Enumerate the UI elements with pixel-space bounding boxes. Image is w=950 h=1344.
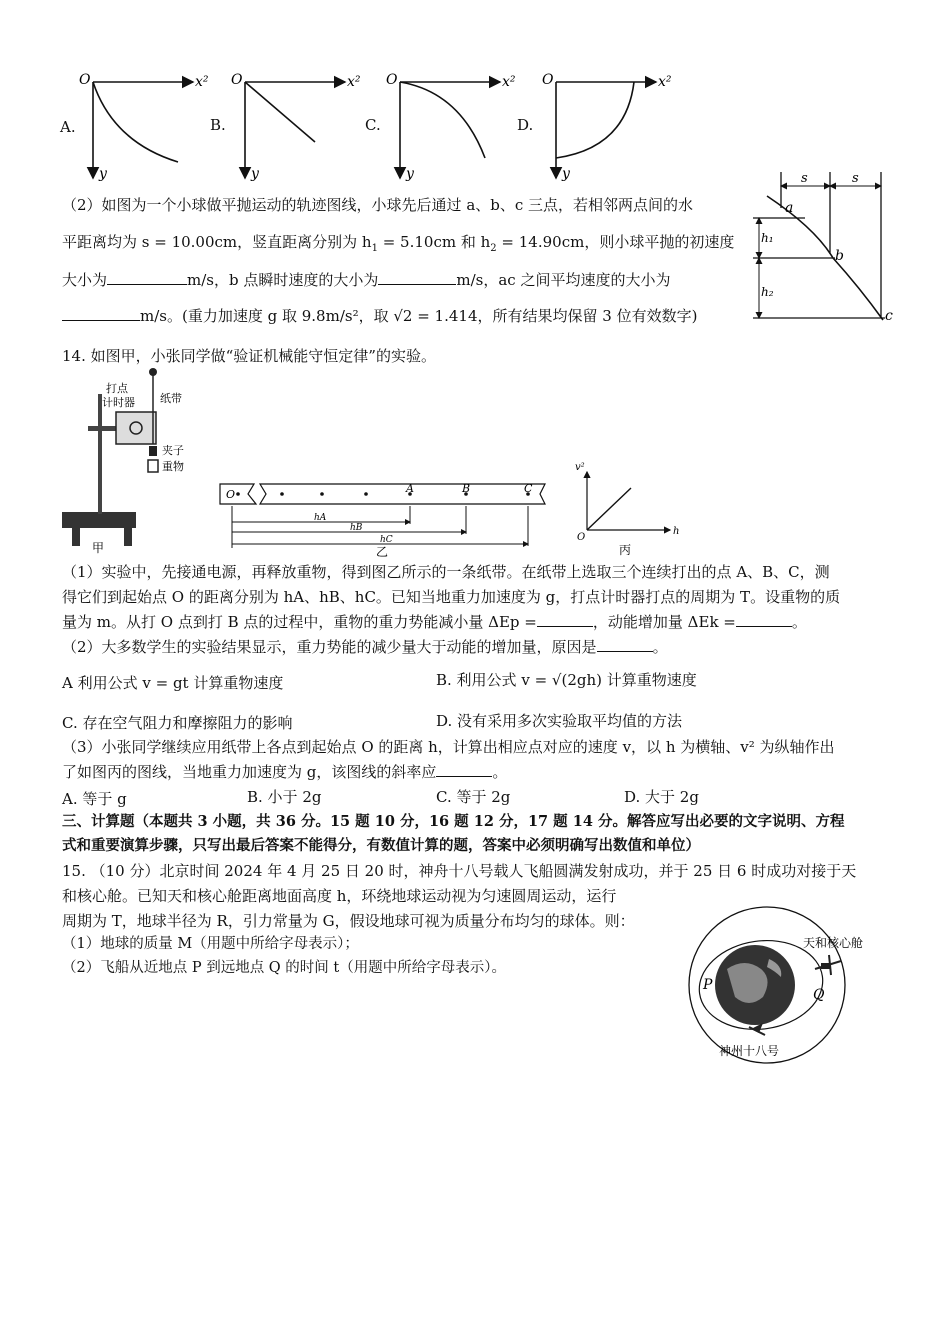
answer-blank-p3[interactable] bbox=[436, 762, 492, 777]
yi-hb-label: hB bbox=[350, 523, 363, 533]
jia-timer-label: 打点 bbox=[106, 382, 128, 395]
q13-part2-line3 bbox=[62, 270, 670, 290]
graph-b-origin: O bbox=[231, 72, 243, 88]
option-b-label: B. bbox=[210, 116, 226, 134]
q14-p2-opt-b: B. 利用公式 v = √(2gh) 计算重物速度 bbox=[436, 671, 697, 689]
graph-b-y-label: y bbox=[251, 166, 259, 182]
q15-line3: 周期为 T，地球半径为 R，引力常量为 G，假设地球可视为质量分布均匀的球体。则： bbox=[62, 912, 635, 930]
q14-p1-line1: （1）实验中，先接通电源，再释放重物，得到图乙所示的一条纸带。在纸带上选取三个连续打出的点 A、B、C，测 bbox=[62, 563, 830, 581]
yi-hc-label: hC bbox=[380, 535, 393, 545]
yi-point-a: A bbox=[406, 482, 414, 495]
jia-weight-label: 重物 bbox=[162, 460, 184, 473]
jia-clip-label: 夹子 bbox=[162, 444, 184, 457]
option-d-label: D. bbox=[517, 116, 534, 134]
answer-blank-ep[interactable] bbox=[537, 612, 593, 627]
orbit-ship-label: 神州十八号 bbox=[719, 1044, 780, 1058]
orbit-point-p: P bbox=[703, 977, 713, 993]
q13-text-2b: = 5.10cm 和 h bbox=[377, 233, 491, 251]
q13-part2-line2: 平距离均为 s = 10.00cm，竖直距离分别为 $h_1 = 5.10cm$ 和 $h_2 = 14.90cm$，则小球平抛的初速度 bbox=[62, 233, 735, 254]
graph-d-y-label: y bbox=[562, 166, 570, 182]
graph-a-origin: O bbox=[79, 72, 91, 88]
q15-question1: （1）地球的质量 M（用题中所给字母表示）； bbox=[62, 936, 359, 952]
answer-blank-vb[interactable] bbox=[378, 270, 456, 285]
q14-p3-opt-a: A. 等于 g bbox=[62, 790, 127, 808]
answer-blank-v0[interactable] bbox=[107, 270, 187, 285]
figure-bing bbox=[575, 458, 685, 558]
yi-ha-label: hA bbox=[314, 513, 327, 523]
graph-c-y-label: y bbox=[406, 166, 414, 182]
section3-heading-line2: 式和重要演算步骤，只写出最后答案不能得分，有数值计算的题，答案中必须明确写出数值和单位） bbox=[62, 837, 700, 854]
q13-part2-line4 bbox=[62, 306, 697, 326]
bing-x-label: h bbox=[673, 526, 680, 537]
q15-line2: 和核心舱。已知天和核心舱距离地面高度 h，环绕地球运动视为匀速圆周运动，运行 bbox=[62, 887, 617, 905]
q14-p2-end: 。 bbox=[652, 638, 668, 656]
fig-point-b: b bbox=[835, 248, 844, 264]
yi-point-b: B bbox=[462, 482, 471, 495]
trajectory-figure bbox=[745, 168, 905, 328]
answer-blank-vac[interactable] bbox=[62, 306, 140, 321]
jia-timer-label2: 计时器 bbox=[102, 396, 135, 409]
option-c-label: C. bbox=[365, 116, 381, 134]
graph-c-origin: O bbox=[386, 72, 398, 88]
graph-d bbox=[542, 72, 672, 182]
yi-point-o: O bbox=[226, 488, 236, 501]
q14-text-end: 。 bbox=[791, 613, 807, 631]
graph-b-x-label: x² bbox=[347, 74, 361, 90]
orbit-point-q: Q bbox=[813, 987, 825, 1003]
answer-blank-ek[interactable] bbox=[736, 612, 792, 627]
answer-blank-p2[interactable] bbox=[597, 637, 653, 652]
q13-text-4a: m/s。(重力加速度 g 取 9.8m/s²，取 √2 = 1.414，所有结果均保留 3 位有效数字) bbox=[140, 307, 698, 325]
q14-p1-line3 bbox=[62, 612, 807, 632]
q14-p3-opt-d: D. 大于 2g bbox=[624, 788, 699, 806]
jia-caption: 甲 bbox=[92, 541, 105, 554]
fig-point-c: c bbox=[885, 308, 893, 324]
orbit-figure bbox=[665, 905, 895, 1065]
q13-text-2c: = 14.90cm，则小球平抛的初速度 bbox=[496, 233, 735, 251]
q14-text-ek: ，动能增加量 ΔEk = bbox=[592, 613, 736, 631]
q14-p3-opt-c: C. 等于 2g bbox=[436, 788, 511, 806]
fig-s1-label: s bbox=[801, 171, 808, 186]
graph-a-x-label: x² bbox=[195, 74, 209, 90]
bing-y-label: v² bbox=[575, 462, 585, 473]
q14-p3-text: 了如图丙的图线，当地重力加速度为 g，该图线的斜率应 bbox=[62, 763, 437, 781]
graph-a bbox=[79, 72, 209, 182]
q13-text-3b: m/s，b 点瞬时速度的大小为 bbox=[187, 271, 379, 289]
graph-d-origin: O bbox=[542, 72, 554, 88]
yi-caption: 乙 bbox=[376, 545, 389, 558]
graph-d-x-label: x² bbox=[658, 74, 672, 90]
q14-p3-line1: （3）小张同学继续应用纸带上各点到起始点 O 的距离 h，计算出相应点对应的速度 v，以 h 为横轴、v² 为纵轴作出 bbox=[62, 738, 835, 756]
fig-point-a: a bbox=[785, 200, 794, 216]
q13-text-2a: 平距离均为 s = 10.00cm，竖直距离分别为 h bbox=[62, 233, 372, 251]
q14-p3-end: 。 bbox=[492, 763, 508, 781]
q14-p1-line2: 得它们到起始点 O 的距离分别为 hA、hB、hC。已知当地重力加速度为 g，打点计时器打点的周期为 T。设重物的质 bbox=[62, 588, 841, 606]
q14-p2-text: （2）大多数学生的实验结果显示，重力势能的减少量大于动能的增加量，原因是 bbox=[62, 638, 597, 656]
q14-p3-opt-b: B. 小于 2g bbox=[247, 788, 322, 806]
q14-text-ep: 量为 m。从打 O 点到打 B 点的过程中，重物的重力势能减小量 ΔEp = bbox=[62, 613, 537, 631]
figure-jia bbox=[58, 364, 208, 554]
q14-title: 14. 如图甲，小张同学做“验证机械能守恒定律”的实验。 bbox=[62, 347, 436, 365]
jia-tape-label: 纸带 bbox=[160, 392, 182, 405]
fig-h2-label: h₂ bbox=[761, 285, 774, 299]
section3-heading-line1: 三、计算题（本题共 3 小题，共 36 分。15 题 10 分，16 题 12 分，17 题 14 分。解答应写出必要的文字说明、方程 bbox=[62, 813, 845, 830]
q14-p2-line bbox=[62, 637, 668, 657]
graph-b bbox=[231, 72, 361, 182]
graph-c-x-label: x² bbox=[502, 74, 516, 90]
fig-s2-label: s bbox=[852, 171, 859, 186]
bing-caption: 丙 bbox=[619, 543, 632, 557]
q14-p3-line2 bbox=[62, 762, 507, 782]
option-a-label: A. bbox=[60, 118, 76, 136]
q13-text-3a: 大小为 bbox=[62, 271, 108, 289]
fig-h1-label: h₁ bbox=[761, 231, 774, 245]
q13-text-3c: m/s，ac 之间平均速度的大小为 bbox=[456, 271, 671, 289]
q13-graphs-svg bbox=[0, 60, 700, 185]
q14-p2-opt-c: C. 存在空气阻力和摩擦阻力的影响 bbox=[62, 714, 293, 732]
q14-p2-opt-a: A 利用公式 v = gt 计算重物速度 bbox=[62, 674, 284, 692]
orbit-station-label: 天和核心舱 bbox=[803, 936, 864, 950]
bing-origin: O bbox=[577, 532, 586, 543]
graph-a-y-label: y bbox=[99, 166, 107, 182]
figure-yi bbox=[210, 478, 560, 558]
yi-point-c: C bbox=[524, 482, 533, 495]
q15-line1: 15. （10 分）北京时间 2024 年 4 月 25 日 20 时，神舟十八号载人飞船圆满发射成功，并于 25 日 6 时成功对接于天 bbox=[62, 862, 857, 880]
q13-part2-line1: （2）如图为一个小球做平抛运动的轨迹图线，小球先后通过 a、b、c 三点，若相邻两点间的水 bbox=[62, 196, 694, 214]
graph-c bbox=[386, 72, 516, 182]
q15-question2: （2）飞船从近地点 P 到远地点 Q 的时间 t（用题中所给字母表示）。 bbox=[62, 960, 506, 976]
q14-p2-opt-d: D. 没有采用多次实验取平均值的方法 bbox=[436, 712, 683, 730]
